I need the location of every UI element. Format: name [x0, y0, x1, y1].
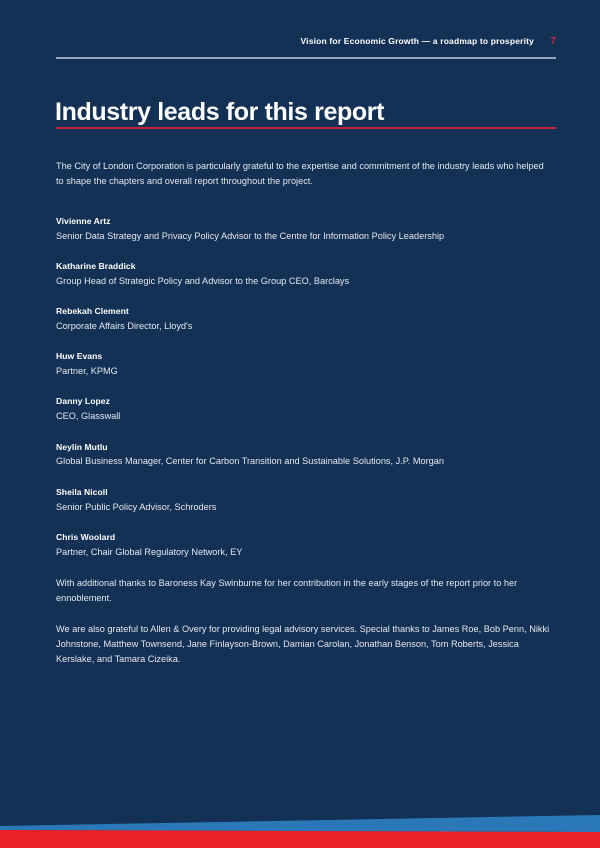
intro-paragraph: The City of London Corporation is particularly grateful to the expertise and commitment of the industry leads who helped to shape the chapters and overall report throughout the project.: [56, 161, 544, 186]
lead-role: Senior Public Policy Advisor, Schroders: [56, 501, 217, 512]
page-title: Industry leads for this report: [55, 97, 385, 126]
lead-name: Danny Lopez: [56, 396, 110, 407]
list-item: [56, 260, 556, 288]
lead-role: CEO, Glasswall: [56, 411, 121, 422]
title-underline-rule: [56, 127, 556, 129]
list-item: [56, 531, 556, 559]
list-item: [56, 486, 556, 514]
list-item: [56, 215, 556, 243]
closing-paragraph-allen-overy: We are also grateful to Allen & Overy for providing legal advisory services. Special thanks to James Roe, Bob Penn, Nikki Johnstone, Matthew Townsend, Jane Finlayson-Brown, Damian Carolan, Jonathan Benson, Tom Roberts, Jessica Kerslake, and Tamara Cizeika.: [56, 623, 550, 664]
report-title-running-head: Vision for Economic Growth — a roadmap to prosperity: [300, 36, 534, 46]
lead-name: Sheila Nicoll: [56, 486, 108, 497]
closing-paragraph-swinburne: With additional thanks to Baroness Kay Swinburne for her contribution in the early stages of the report prior to her ennoblement.: [56, 577, 518, 603]
lead-role: Partner, Chair Global Regulatory Network, EY: [56, 546, 243, 557]
industry-leads-list: [56, 215, 556, 559]
list-item: [56, 441, 556, 469]
lead-name: Chris Woolard: [56, 531, 116, 542]
main-content: [56, 159, 556, 666]
page-number: 7: [550, 36, 556, 47]
list-item: [56, 305, 556, 333]
lead-role: Group Head of Strategic Policy and Advisor to the Group CEO, Barclays: [56, 275, 350, 286]
lead-name: Katharine Braddick: [56, 260, 136, 271]
lead-role: Partner, KPMG: [56, 366, 118, 377]
footer-graphic: [0, 800, 600, 848]
lead-name: Rebekah Clement: [56, 306, 129, 317]
lead-name: Huw Evans: [56, 351, 103, 362]
header-divider-rule: [56, 57, 556, 59]
footer-red-stripe: [0, 830, 600, 848]
list-item: [56, 350, 556, 378]
lead-name: Neylin Mutlu: [56, 441, 108, 452]
header-row: [56, 36, 556, 47]
lead-role: Global Business Manager, Center for Carbon Transition and Sustainable Solutions, J.P. Morgan: [56, 456, 444, 467]
lead-role: Corporate Affairs Director, Lloyd's: [56, 320, 193, 331]
lead-role: Senior Data Strategy and Privacy Policy Advisor to the Centre for Information Policy Leadership: [56, 230, 445, 241]
lead-name: Vivienne Artz: [56, 215, 111, 226]
footer-band: [0, 800, 600, 848]
list-item: [56, 395, 556, 423]
